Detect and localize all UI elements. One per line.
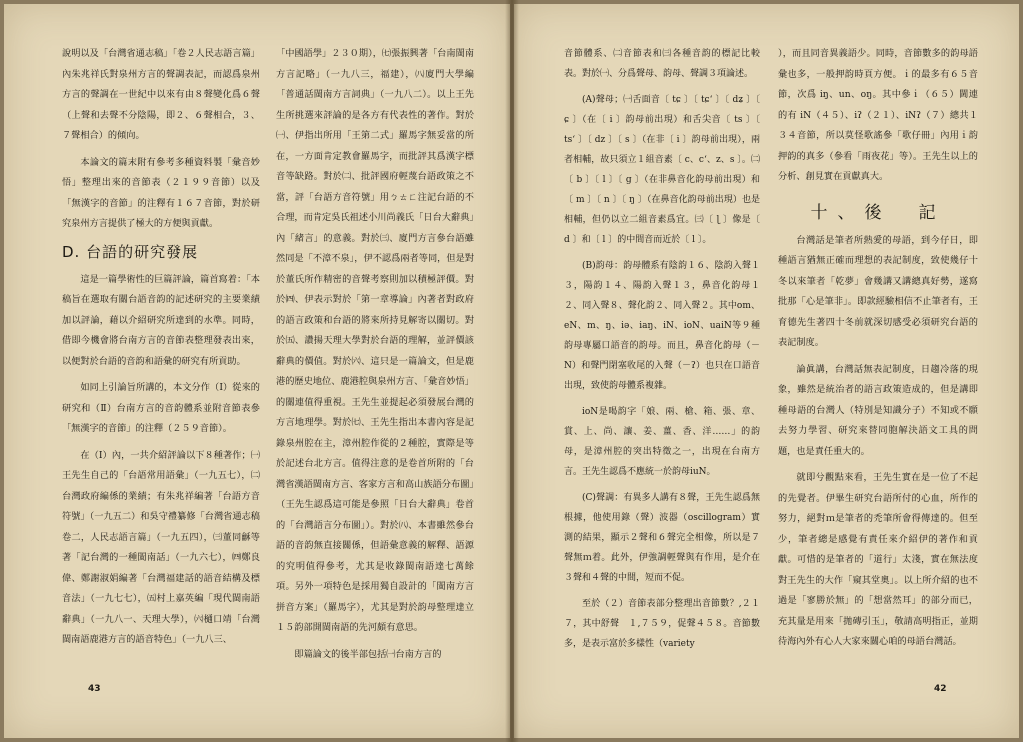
paragraph: 台灣話是筆者所熱愛的母語，到今仔日，即種語言猶無正確而理想的表記制度，致使幾仔十冬以來筆者「乾夢」會幾講又講總真好勢，遂寫批那「心是筆非」。即款經驗相信不止筆者有，王育德先生著四十冬前就深切感受必須研究台語的表記制度。: [778, 234, 978, 348]
paragraph: (A)聲母；㈠舌面音〔 tɕ 〕〔 tɕʻ 〕〔 dʑ 〕〔 ɕ 〕（在〔 i 〕韵母前出現）和舌尖音〔 ts 〕〔 tsʻ 〕〔 dz 〕〔 s 〕（在非〔 i 〕韵母前出現），兩者相輔，故只須立１組音素〔 c、cʻ、z、s 〕。㈡〔 b 〕〔 l 〕〔 g 〕（在非鼻音化韵母前出現）和〔 m 〕〔 n 〕〔 ŋ 〕（在鼻音化韵母前出現）也是相輔，但仍以立二組音素爲宜。㈢〔 ɭ 〕像是〔 d 〕和〔 l 〕的中間音而近於〔 l 〕。: [564, 95, 760, 245]
section-heading: D. 台語的研究發展: [62, 242, 199, 261]
paragraph: 即篇論文的後半部包括㈠台南方言的: [294, 648, 442, 660]
paragraph: 「中國語學」２３０期），㈦張振興著「台南閩南方言記略」（一九八三，福建），㈧廈門大學編「普通話閩南方言詞典」（一九八二）。以上王先生所挑選來評論的是各方有代表性的著作。對於㈠、伊指出所用「王第二式」羅馬字無妥當的所在，一方面肯定教會羅馬字，而批評其爲漢字標音等缺路。對於㈡、批評國府輕蔑台語政策之不當，評「台語方音符號」用ㄅㄊㄈ注記台語的不合理，而肯定吳氏祖述小川尚義氏「日台大辭典」內「緒言」的意義。對於㈢、廈門方言參台語雖然同是「不漳不泉」，伊不認爲兩者等同，但是對於董氏所作精密的音聲考察則加以積極評價。對於㈣、伊表示對於「第一章導論」內著者對政府的語言政策和台語的將來所持見解寄以關切。對於㈤、讚揚天理大學對於台語的理解，並評價該辭典的價值。對於㈥、這只是一篇論文，但是鹿港的歷史地位、鹿港腔與泉州方言、「彙音妙悟」的關連值得重視。王先生並提起必須發展台灣的方言地理學。對於㈦、王先生指出本書內容是記錄泉州腔在主，漳州腔作從的２種腔，實際是等於記述台北方言。值得注意的是卷首所附的「台灣省漢語閩南方言、客家方言和高山族語分布圖」（王先生認爲這可能是參照「日台大辭典」卷首的「台灣語言分布圖」）。對於㈧、本書雖然參台語的音韵無直接關係，但語彙意義的解釋、語源的究明值得參考，尤其是收錄閩南語達七萬餘項。另外一項特色是採用獨自設計的「閩南方言拼音方案」（羅馬字），尤其是對於韵母整理達立１５韵部開閩南語的先河頗有意思。: [276, 48, 474, 633]
left-page-column-1: [62, 44, 260, 657]
left-page: [4, 4, 510, 738]
section-heading: 十、後 記: [810, 202, 946, 223]
right-page-column-2: [778, 44, 978, 659]
paragraph: 就即兮觀點來看，王先生實在是一位了不起的先覺者。伊畢生研究台語所付的心血，所作的努力，絕對ｍ是筆者的禿筆所會得傳達的。但至少，筆者總是感覺有責任來介紹伊的著作和貢獻。可惜的是筆者的「道行」太淺，實在無法度對王先生的大作「窺其堂奧」。以上所介紹的也不過是「寥勝於無」的「想當然耳」的部分而已，充其量是用來「拋磚引玉」，敬請高明指正，並期待海內外有心人大家來關心咱的母語台灣話。: [778, 472, 978, 647]
book-gutter: [505, 0, 519, 742]
left-page-column-2: [276, 44, 474, 671]
page-number: 43: [88, 684, 101, 694]
paragraph: (B)韵母：韵母體系有陰韵１６、陰韵入聲１３，陽韵１４、陽韵入聲１３，鼻音化韵母１２、同入聲８、聲化韵２、同入聲２。其中om、eN、m、ŋ、iə、iaŋ、iN、ioN、uaiN等９種韵母專屬口語音的韵母。而且，鼻音化韵母（－N）和聲門閉塞收尾的入聲（－ʔ）也只在口語音出現，致使韵母體系複雜。: [564, 261, 760, 391]
paragraph: 論眞講，台灣話無表記制度，日趨冷落的現象，雖然是統治者的語言政策造成的，但是講即種母語的台灣人（特別是知識分子）不知或不願去努力學習、研究來替同胞解決語文工具的問題，也是責任重大的。: [778, 363, 978, 457]
paragraph: 本論文的篇末附有參考多種資料製「彙音妙悟」整理出來的音節表（２１９９音節）以及「無漢字的音節」的注釋有１６７音節，對於研究泉州方言提供了極大的方便與貢獻。: [62, 156, 260, 229]
paragraph: 說明以及「台灣省通志稿」「卷２人民志語言篇」內朱兆祥氏對泉州方言的聲調表記，而認爲泉州方言的聲調在一世紀中以來有由８聲變化爲６聲（上聲和去聲不分陰陽，即２、６聲相合，３、７聲相合）的傾向。: [62, 48, 260, 141]
right-page-column-1: [564, 44, 760, 660]
paragraph: 如同上引論旨所講的，本文分作（Ⅰ）從來的研究和（Ⅱ）台南方言的音韵體系並附音節表參「無漢字的音節」的注釋（２５９音節）。: [62, 382, 260, 434]
paragraph: 在（Ⅰ）內，一共介紹評論以下８種著作；㈠王先生自己的「台語常用語彙」（一九五七），㈡台灣政府編係的業績；有朱兆祥編著「台語方音符號」（一九五二）和吳守禮纂修「台灣省通志稿卷二，人民志語言篇」（一九五四），㈢董同龢等著「記台灣的一種閩南話」（一九六七），㈣鄭良偉、鄭謝淑娟編著「台灣福建話的語音結構及標音法」（一九七七），㈤村上嘉英編「現代閩南語辭典」（一九八一、天理大學），㈥樋口靖「台灣閩南語鹿港方言的語音特色」（一九八三、: [62, 449, 260, 645]
paragraph: ），而且同音異義語少。同時，音節數多的韵母語彙也多，一般押韵時頁方便。ｉ的最多有６５音節，次爲 iŋ、un、oŋ。其中參ｉ（６５）閫連的有 iN（４５）、iʔ（２１）、iNʔ（７）總共１３４音節，所以莫怪歌謠參「歌仔冊」內用ｉ韵押韵的真多（參看「雨夜花」等）。王先生以上的分析、創見實在貢獻真大。: [778, 48, 978, 182]
page-number: 42: [934, 684, 947, 694]
paragraph: (C)聲調：有異多人講有８聲，王先生認爲無根據，他使用錄（聲）波器（oscillogram）實測的結果，顯示２聲和６聲完全相像，所以是７聲無ｍ着。此外，伊強調輕聲與有作用，是介在３聲和４聲的中間，短而不促。: [564, 493, 760, 583]
paragraph: 這是一篇學術性的巨篇評論，篇首寫着：「本稿旨在選取有關台語音韵的記述研究的主要業績加以評論，藉以介紹研究所達到的水準。同時，借即今機會將台南方言的音節表整理發表出來，以便對於台語的音韵和語彙的研究有所貢助。: [62, 273, 260, 367]
paragraph: 至於（２）音節表部分整理出音節數？,２１７，其中舒聲 １,７５９，促聲４５８。音節數多，是表示富於多樣性（variety: [564, 599, 760, 649]
paragraph: ioN是喝韵字「娘、兩、槍、箱、張、章、賞、上、尚、讓、姜、薑、香、洋……」的韵母，是漳州腔的突出特徵之一，出現在台南方言。王先生認爲不應統一於韵母iuN。: [564, 407, 760, 477]
right-page: [514, 4, 1019, 738]
paragraph: 音節體系、㈡音節表和㈢各種音韵的標記比較表。對於㈠、分爲聲母、韵母、聲調３項論述。: [564, 49, 760, 79]
